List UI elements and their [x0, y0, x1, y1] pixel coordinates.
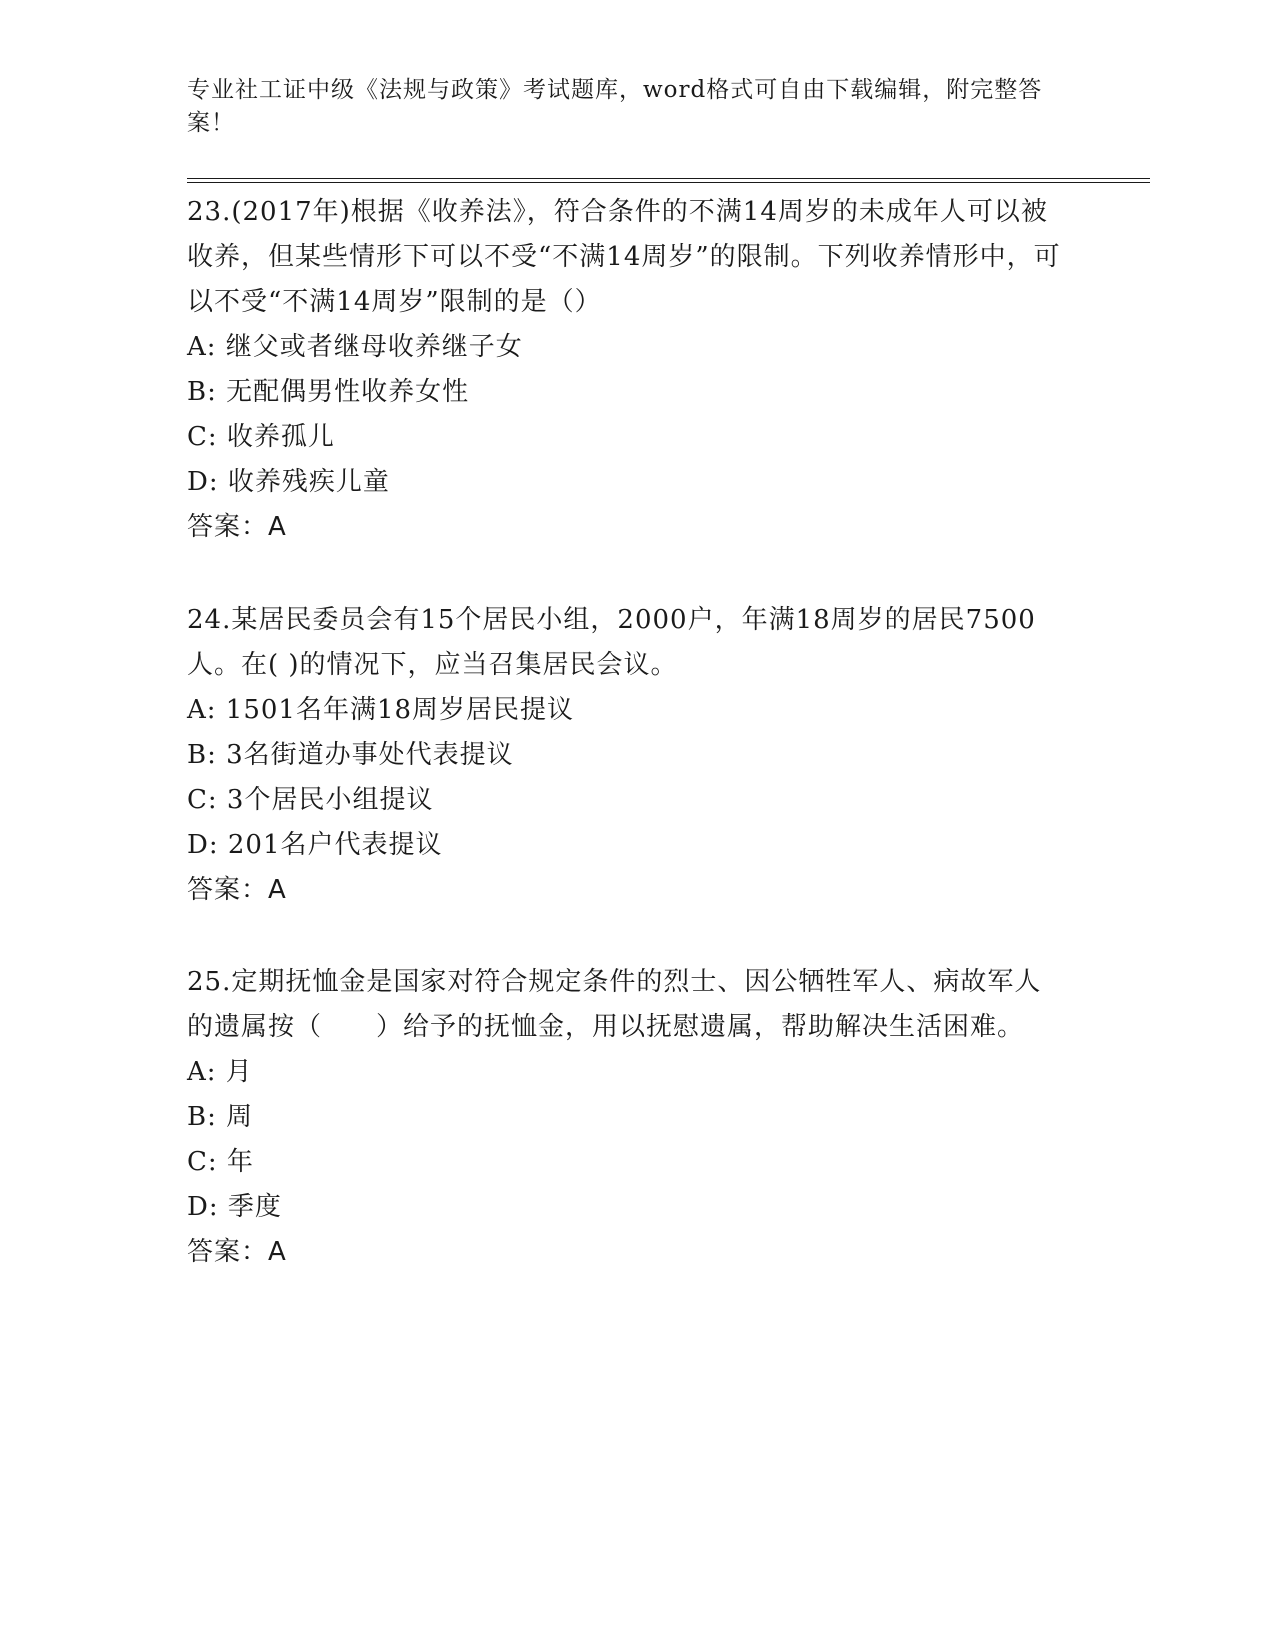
option-b: B: 3名街道办事处代表提议: [187, 740, 514, 770]
answer: 答案：A: [187, 875, 287, 905]
question-stem: 24.某居民委员会有15个居民小组，2000户，年满18周岁的居民7500人。在( )的情况下，应当召集居民会议。: [187, 605, 1036, 680]
option-d: D: 季度: [187, 1192, 282, 1222]
header-divider-bottom: [187, 182, 1150, 183]
option-a: A: 月: [187, 1057, 253, 1087]
option-a: A: 1501名年满18周岁居民提议: [187, 695, 575, 725]
header-divider-top: [187, 178, 1150, 179]
option-d: D: 收养残疾儿童: [187, 467, 390, 497]
option-a: A: 继父或者继母收养继子女: [187, 332, 523, 362]
option-c: C: 年: [187, 1147, 254, 1177]
option-c: C: 3个居民小组提议: [187, 785, 434, 815]
option-c: C: 收养孤儿: [187, 422, 335, 452]
question-24: [187, 598, 1067, 913]
question-23: [187, 190, 1067, 550]
answer: 答案：A: [187, 1237, 287, 1267]
option-b: B: 无配偶男性收养女性: [187, 377, 470, 407]
answer: 答案：A: [187, 512, 287, 542]
option-b: B: 周: [187, 1102, 254, 1132]
question-25: [187, 960, 1067, 1275]
document-header: 专业社工证中级《法规与政策》考试题库，word格式可自由下载编辑，附完整答案！: [187, 77, 1043, 136]
option-d: D: 201名户代表提议: [187, 830, 443, 860]
question-stem: 25.定期抚恤金是国家对符合规定条件的烈士、因公牺牲军人、病故军人的遗属按（ ）给予的抚恤金，用以抚慰遗属，帮助解决生活困难。: [187, 967, 1042, 1042]
question-stem: 23.(2017年)根据《收养法》，符合条件的不满14周岁的未成年人可以被收养，但某些情形下可以不受“不满14周岁”的限制。下列收养情形中，可以不受“不满14周岁”限制的是（）: [187, 197, 1061, 317]
